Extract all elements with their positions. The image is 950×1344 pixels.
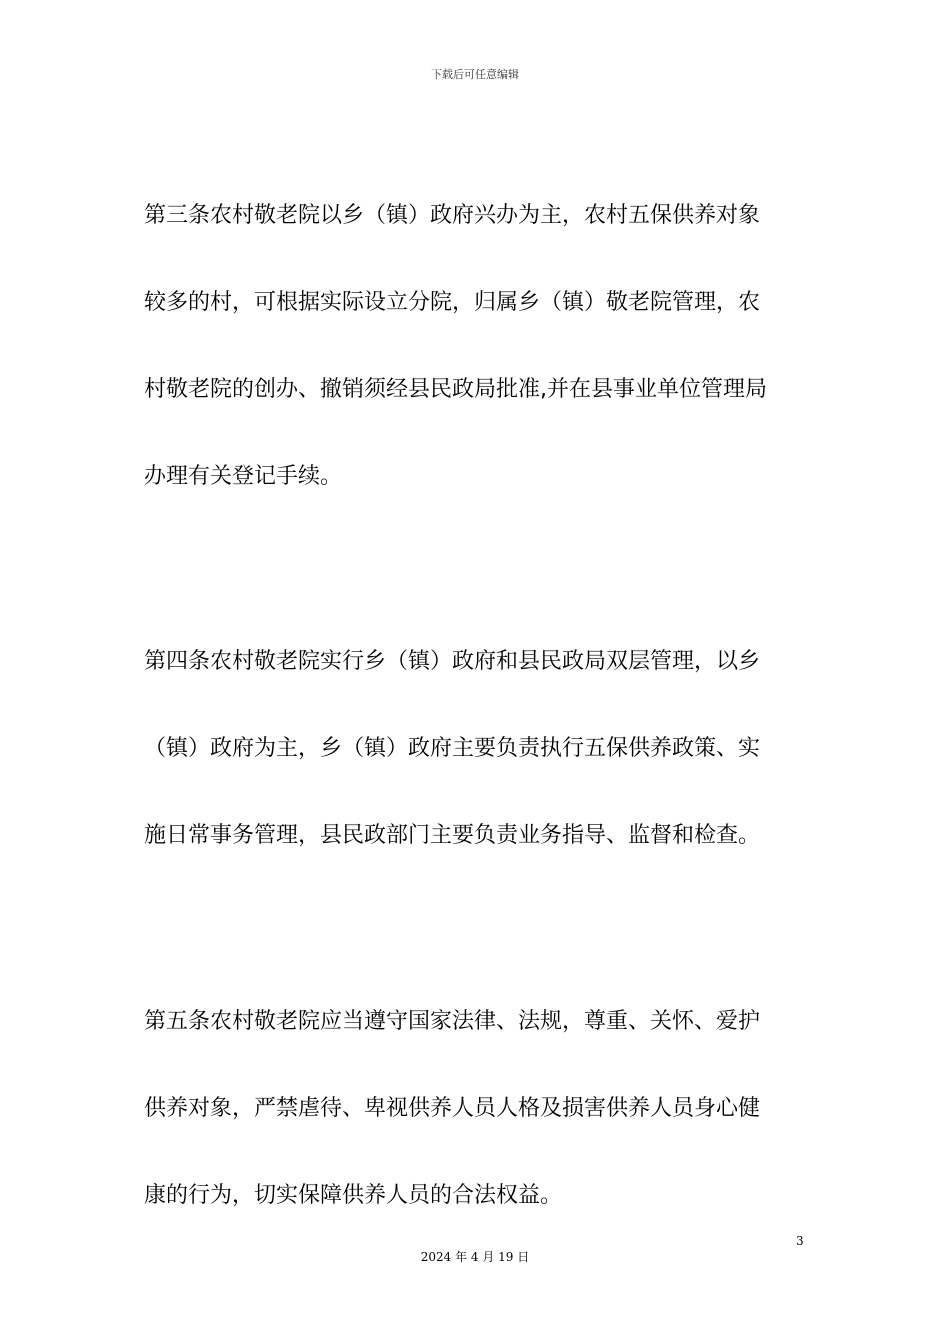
- page-header: 下载后可任意编辑: [431, 68, 519, 81]
- article-line: 第五条农村敬老院应当遵守国家法律、法规，尊重、关怀、爱护: [144, 1009, 761, 1034]
- article-line: （镇）政府为主，乡（镇）政府主要负责执行五保供养政策、实: [144, 736, 761, 761]
- article-3: [144, 172, 808, 520]
- article-line: 康的行为，切实保障供养人员的合法权益。: [144, 1183, 563, 1208]
- article-line: 第三条农村敬老院以乡（镇）政府兴办为主，农村五保供养对象: [144, 203, 761, 228]
- article-4: [144, 618, 808, 879]
- article-line: 第四条农村敬老院实行乡（镇）政府和县民政局双层管理，以乡: [144, 649, 761, 674]
- article-line: 较多的村，可根据实际设立分院，归属乡（镇）敬老院管理，农: [144, 290, 761, 315]
- article-line: 供养对象，严禁虐待、卑视供养人员人格及损害供养人员身心健: [144, 1096, 761, 1121]
- article-line: 办理有关登记手续。: [144, 464, 343, 489]
- article-5: [144, 978, 808, 1239]
- page-number: 3: [796, 1234, 804, 1248]
- article-line: 村敬老院的创办、撤销须经县民政局批准,并在县事业单位管理局: [144, 377, 767, 402]
- article-line: 施日常事务管理，县民政部门主要负责业务指导、监督和检查。: [144, 823, 761, 848]
- page-footer-date: 2024 年 4 月 19 日: [420, 1250, 530, 1264]
